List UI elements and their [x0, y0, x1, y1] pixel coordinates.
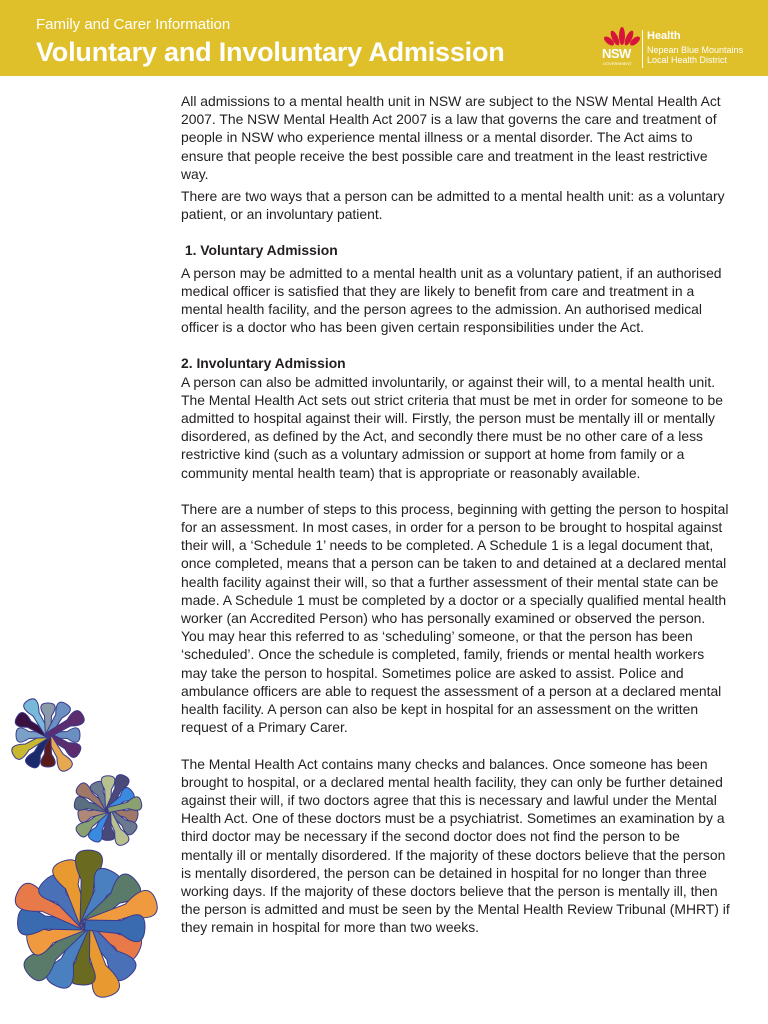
section-heading-involuntary: 2. Involuntary Admission — [181, 355, 346, 372]
involuntary-paragraph-3: The Mental Health Act contains many checks and balances. Once someone has been brought to hospital, or a declared mental health facility, they can only be further detained against their will, if two doctors agree that this is necessary and lawful under the Mental Health Act. One of these doctors must be a psychiatrist. Sometimes an examination by a third doctor may be necessary if the second doctor does not find the person to be mentally ill or mentally disordered. If the majority of these doctors believe that the person is mentally disordered, the person can be detained in hospital for no longer than three working days. If the majority of these doctors believe that the person is mentally ill, then the person is admitted and must be seen by the Mental Health Review Tribunal (MHRT) if they remain in hospital for more than two weeks. — [181, 755, 730, 936]
district-line-2: Local Health District — [647, 55, 728, 65]
logo-nsw-text: NSW — [602, 46, 631, 61]
district-line-1: Nepean Blue Mountains — [647, 45, 744, 55]
voluntary-paragraph: A person may be admitted to a mental health unit as a voluntary patient, if an authorised medical officer is satisfied that they are likely to benefit from care and treatment in a mental health facility, and the person agrees to the admission. An authorised medical officer is a doctor who has been given certain responsibilities under the Act. — [181, 264, 722, 336]
intro-paragraph-2: There are two ways that a person can be admitted to a mental health unit: as a voluntary patient, or an involuntary patient. — [181, 188, 725, 223]
waratah-icon — [604, 26, 640, 48]
document-body — [181, 92, 731, 937]
nsw-health-logo — [600, 26, 760, 70]
page-title: Voluntary and Involuntary Admission — [36, 37, 505, 67]
decorative-flower-illustration — [0, 660, 180, 1024]
involuntary-paragraph-2: There are a number of steps to this process, beginning with getting the person to hospital for an assessment. In most cases, in order for a person to be brought to hospital against their will, a ‘Schedule 1’ needs to be completed. A Schedule 1 is a legal document that, once completed, means that a person can be taken to and detained at a declared mental health facility against their will, so that a further assessment of their mental state can be made. A Schedule 1 must be completed by a doctor or a specially qualified mental health worker (an Accredited Person) who has personally examined or observed the person. You may hear this referred to as ‘scheduling’ someone, or that the person has been ‘scheduled’. Once the schedule is completed, family, friends or mental health workers may take the person to hospital. Sometimes police are asked to assist. Police and ambulance officers are able to request the assessment of a person at a declared mental health facility. A person can also be kept in hospital for an assessment on the written request of a Primary Carer. — [181, 500, 729, 736]
header-banner — [0, 0, 768, 76]
logo-health-text: Health — [647, 30, 681, 42]
logo-district-text — [647, 45, 743, 65]
logo-government-text: GOVERNMENT — [603, 61, 632, 66]
intro-paragraph-1: All admissions to a mental health unit in NSW are subject to the NSW Mental Health Act 2007. The NSW Mental Health Act 2007 is a law that governs the care and treatment of people in NSW who experience mental illness or a mental disorder. The Act aims to ensure that people receive the best possible care and treatment in the least restrictive way. — [181, 93, 721, 182]
involuntary-paragraph-1: A person can also be admitted involuntarily, or against their will, to a mental health unit. The Mental Health Act sets out strict criteria that must be met in order for someone to be admitted to hospital against their will. Firstly, the person must be mentally ill or mentally disordered, as defined by the Act, and secondly there must be no other care of a less restrictive kind (such as a voluntary admission or support at home from family or a community mental health team) that is appropriate or reasonably available. — [181, 373, 723, 481]
logo-divider — [642, 30, 643, 68]
document-subtitle: Family and Carer Information — [36, 16, 231, 33]
section-heading-voluntary: 1. Voluntary Admission — [181, 242, 338, 259]
